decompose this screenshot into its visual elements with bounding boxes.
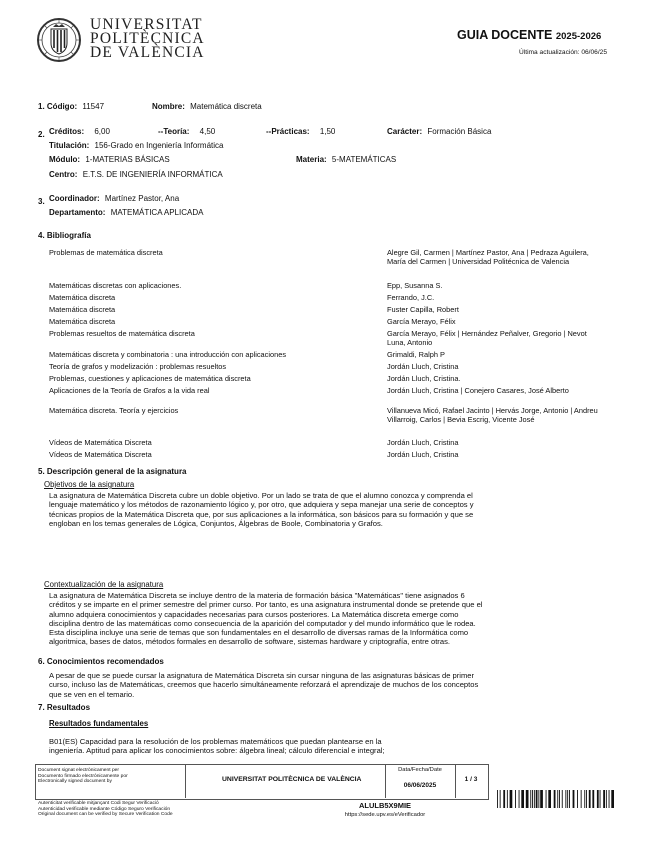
page-number: 1 / 3 bbox=[464, 776, 478, 783]
signed-by-text bbox=[38, 768, 128, 785]
verification-text bbox=[38, 801, 173, 818]
bib-title: Matemática discreta. Teoría y ejercicios bbox=[49, 406, 179, 415]
barcode-icon bbox=[497, 790, 617, 808]
text-line: que se ven en el temario. bbox=[49, 689, 135, 699]
bib-author: Grimaldi, Ralph P bbox=[387, 350, 445, 359]
text-line: Document signat electrònicament per bbox=[38, 768, 120, 773]
caracter-value: Formación Básica bbox=[427, 127, 492, 136]
barcode-bar bbox=[562, 790, 563, 808]
coordinador-value: Martínez Pastor, Ana bbox=[104, 194, 180, 203]
bib-title: Matemática discreta bbox=[49, 317, 116, 326]
text-line: técnicas propios de la Matemática Discreta que, por sus aplicaciones a la informática, son básicos para su formación y que se bbox=[49, 509, 474, 519]
barcode-bar bbox=[609, 790, 610, 808]
csv-code: ALULB5X9MIE bbox=[358, 801, 412, 810]
departamento-field bbox=[49, 208, 203, 217]
barcode-bar bbox=[530, 790, 531, 808]
bib-title: Matemática discreta bbox=[49, 293, 116, 302]
caracter-label: Carácter: bbox=[387, 127, 423, 136]
contexto-title: Contextualización de la asignatura bbox=[44, 580, 164, 589]
barcode-bar bbox=[600, 790, 601, 808]
teoria-value: 4,50 bbox=[199, 127, 216, 136]
bib-author: Jordán Lluch, Cristina bbox=[387, 438, 459, 447]
bib-title: Aplicaciones de la Teoría de Grafos a la vida real bbox=[49, 386, 210, 395]
bib-title: Teoría de grafos y modelización : problemas resueltos bbox=[49, 362, 227, 371]
materia-label: Materia: bbox=[296, 155, 327, 164]
barcode-bar bbox=[611, 790, 614, 808]
section-4-title: 4. Bibliografía bbox=[38, 231, 91, 240]
barcode-bar bbox=[581, 790, 582, 808]
bib-author: Epp, Susanna S. bbox=[387, 281, 443, 290]
barcode-bar bbox=[534, 790, 535, 808]
barcode-bar bbox=[532, 790, 533, 808]
bib-author: Alegre Gil, Carmen | Martínez Pastor, Ana | Pedraza Aguilera, María del Carmen | Universidad Politécnica de Valencia bbox=[387, 248, 589, 266]
coordinador-label: Coordinador: bbox=[49, 194, 100, 203]
bib-title: Matemáticas discreta y combinatoria : una introducción con aplicaciones bbox=[49, 350, 287, 359]
objetivos-text bbox=[49, 491, 474, 528]
section-7-title: 7. Resultados bbox=[38, 703, 91, 712]
teoria-label: --Teoría: bbox=[158, 127, 190, 136]
departamento-value: MATEMÁTICA APLICADA bbox=[110, 208, 204, 217]
barcode-bar bbox=[584, 790, 585, 808]
nombre-value: Matemática discreta bbox=[190, 102, 262, 111]
footer-university: UNIVERSITAT POLITÈCNICA DE VALÈNCIA bbox=[222, 776, 362, 783]
text-line: lenguaje matemático y los métodos de razonamiento lógico y, por otro, que adquiera y sepa manejar una serie de conceptos y bbox=[49, 500, 474, 510]
departamento-label: Departamento: bbox=[49, 208, 106, 217]
bib-author: Villanueva Micó, Rafael Jacinto | Hervás Jorge, Antonio | Andreu Villarroig, Carlos | Bevia Escrig, Vicente José bbox=[387, 406, 598, 424]
text-line: Electronically signed document by bbox=[38, 779, 112, 785]
bib-author: Jordán Lluch, Cristina | Conejero Casares, José Alberto bbox=[387, 386, 569, 395]
barcode-bar bbox=[510, 790, 513, 808]
text-line: Original document can be verified by Secure Verification Code bbox=[38, 812, 173, 818]
bib-title: Matemáticas discretas con aplicaciones. bbox=[49, 281, 182, 290]
creditos-field bbox=[49, 127, 110, 136]
bib-author: Jordán Lluch, Cristina bbox=[387, 362, 459, 371]
date-label: Data/Fecha/Date bbox=[398, 767, 442, 773]
text-line: B01(ES) Capacidad para la resolución de los problemas matemáticos que puedan plantearse en la bbox=[49, 737, 382, 746]
bib-author: Ferrando, J.C. bbox=[387, 293, 435, 302]
text-line: engloban en los temas generales de Lógica, Conjuntos, Álgebras de Boole, Combinatoria y Grafos. bbox=[49, 518, 383, 528]
verify-url[interactable]: https://sede.upv.es/eVerificador bbox=[344, 812, 426, 818]
text-line: algoritmica, bases de datos, métodos formales en desarrollo de software, sistemas hardware y criptografía, entre otras. bbox=[49, 637, 450, 647]
barcode-bar bbox=[603, 790, 605, 808]
centro-label: Centro: bbox=[49, 170, 78, 179]
barcode-bar bbox=[559, 790, 560, 808]
barcode-bar bbox=[536, 790, 538, 808]
contexto-text bbox=[49, 591, 483, 647]
barcode-bar bbox=[507, 790, 508, 808]
centro-field bbox=[49, 170, 223, 179]
text-line: alumno adquiera conocimientos y capacidades necesarias para cursos posteriores. La Matemática discreta emerge como bbox=[49, 609, 459, 619]
barcode-bar bbox=[577, 790, 578, 808]
footer-divider bbox=[185, 764, 186, 798]
bib-title: Problemas de matemática discreta bbox=[49, 248, 163, 257]
section-6-title: 6. Conocimientos recomendados bbox=[38, 657, 164, 666]
university-logo-text bbox=[90, 18, 205, 60]
doc-title bbox=[457, 28, 601, 42]
barcode-bar bbox=[567, 790, 568, 808]
practicas-value: 1,50 bbox=[319, 127, 336, 136]
practicas-field bbox=[266, 127, 335, 136]
bib-title: Vídeos de Matemática Discreta bbox=[49, 450, 152, 459]
text-line: Esta disciplina incluye una serie de temas que son fundamentales en el desarrollo de diversas ramas de la Informática como bbox=[49, 628, 469, 638]
barcode-bar bbox=[589, 790, 591, 808]
barcode-bar bbox=[554, 790, 556, 808]
conocimientos-text bbox=[49, 671, 478, 699]
barcode-bar bbox=[569, 790, 570, 808]
doc-title-text: GUIA DOCENTE bbox=[457, 28, 553, 42]
nombre-field bbox=[152, 102, 262, 111]
barcode-bar bbox=[503, 790, 505, 808]
modulo-value: 1-MATERIAS BÁSICAS bbox=[85, 155, 170, 164]
logo-line-1: UNIVERSITAT bbox=[90, 16, 203, 33]
logo-line-3: DE VALÈNCIA bbox=[90, 44, 205, 61]
barcode-bar bbox=[592, 790, 594, 808]
last-updated: Última actualización: 06/06/25 bbox=[519, 49, 607, 56]
barcode-bar bbox=[521, 790, 524, 808]
bib-title: Problemas resueltos de matemática discreta bbox=[49, 329, 195, 338]
text-line: Autenticidad verificable mediante Código Seguro Verificación bbox=[38, 806, 171, 812]
creditos-value: 6,00 bbox=[94, 127, 110, 136]
titulacion-field bbox=[49, 141, 224, 150]
barcode-bar bbox=[557, 790, 558, 808]
section-3-num: 3. bbox=[38, 197, 45, 206]
barcode-bar bbox=[573, 790, 575, 808]
text-line: Documento firmado electrónicamente por bbox=[38, 773, 128, 779]
section-1-num: 1. bbox=[38, 102, 45, 111]
bib-title: Matemática discreta bbox=[49, 305, 116, 314]
coordinador-field bbox=[49, 194, 179, 203]
date-value: 06/06/2025 bbox=[403, 782, 437, 789]
modulo-label: Módulo: bbox=[49, 155, 81, 164]
teoria-field bbox=[158, 127, 215, 136]
codigo-value: 11547 bbox=[82, 102, 105, 111]
text-line: La asignatura de Matemática Discreta cubre un doble objetivo. Por un lado se trata de que el alumno conozca y comprenda el bbox=[49, 491, 473, 500]
barcode-bar bbox=[519, 790, 520, 808]
bib-author: Jordán Lluch, Cristina. bbox=[387, 374, 461, 383]
bib-title: Problemas, cuestiones y aplicaciones de matemática discreta bbox=[49, 374, 251, 383]
titulacion-label: Titulación: bbox=[49, 141, 90, 150]
barcode-bar bbox=[586, 790, 587, 808]
barcode-bar bbox=[546, 790, 547, 808]
barcode-bar bbox=[597, 790, 599, 808]
resultados-subtitle: Resultados fundamentales bbox=[49, 719, 149, 728]
caracter-field bbox=[387, 127, 491, 136]
bib-author: García Merayo, Félix | Hernández Peñalver, Gregorio | Nevot Luna, Antonio bbox=[387, 329, 587, 347]
bib-author: Jordán Lluch, Cristina bbox=[387, 450, 459, 459]
text-line: La asignatura de Matemática Discreta se incluye dentro de la materia de formación básica "Matemáticas" tiene asignados 6 bbox=[49, 591, 465, 600]
text-line: ingeniería. Aptitud para aplicar los conocimientos sobre: álgebra lineal; cálculo diferencial e integral; bbox=[49, 746, 385, 756]
nombre-label: Nombre: bbox=[152, 102, 185, 111]
bib-title: Vídeos de Matemática Discreta bbox=[49, 438, 152, 447]
barcode-bar bbox=[548, 790, 551, 808]
barcode-bar bbox=[515, 790, 516, 808]
creditos-label: Créditos: bbox=[49, 127, 85, 136]
barcode-bar bbox=[500, 790, 501, 808]
text-line: Autenticitat verificable mitjançant Codi Segur Verificació bbox=[38, 801, 159, 806]
barcode-bar bbox=[497, 790, 498, 808]
codigo-label: Código: bbox=[46, 102, 78, 111]
materia-value: 5-MATEMÁTICAS bbox=[331, 155, 397, 164]
barcode-bar bbox=[526, 790, 529, 808]
titulacion-value: 156-Grado en Ingeniería Informática bbox=[94, 141, 224, 150]
resultados-text bbox=[49, 737, 385, 756]
barcode-bar bbox=[565, 790, 566, 808]
materia-field bbox=[296, 155, 396, 164]
bib-author: Fuster Capilla, Robert bbox=[387, 305, 459, 314]
modulo-field bbox=[49, 155, 170, 164]
objetivos-title: Objetivos de la asignatura bbox=[44, 480, 135, 489]
section-5-title: 5. Descripción general de la asignatura bbox=[38, 467, 187, 476]
barcode-bar bbox=[538, 790, 539, 808]
text-line: disciplina dentro de las matemáticas como consecuencia de la aparición del computador y del mundo informático que le rodea. bbox=[49, 618, 476, 628]
text-line: curso, incluso las de Matemáticas, creemos que hacerlo simultáneamente reforzará el aprendizaje de muchos de los conceptos bbox=[49, 680, 479, 690]
section-2-num: 2. bbox=[38, 130, 45, 139]
barcode-bar bbox=[540, 790, 543, 808]
barcode-bar bbox=[606, 790, 607, 808]
section-1 bbox=[38, 102, 104, 111]
bib-author: García Merayo, Félix bbox=[387, 317, 456, 326]
text-line: A pesar de que se puede cursar la asignatura de Matemática Discreta sin cursar ninguna de las asignaturas básicas de primer bbox=[49, 671, 475, 680]
practicas-label: --Prácticas: bbox=[266, 127, 310, 136]
university-seal-icon bbox=[36, 15, 82, 65]
academic-year: 2025-2026 bbox=[555, 31, 602, 42]
logo-line-2: POLITÈCNICA bbox=[90, 30, 205, 47]
centro-value: E.T.S. DE INGENIERÍA INFORMÁTICA bbox=[82, 170, 223, 179]
text-line: créditos y se imparte en el primer semestre del primer curso. Por tanto, es una asignatura instrumental donde se pretende que el bbox=[49, 600, 483, 610]
